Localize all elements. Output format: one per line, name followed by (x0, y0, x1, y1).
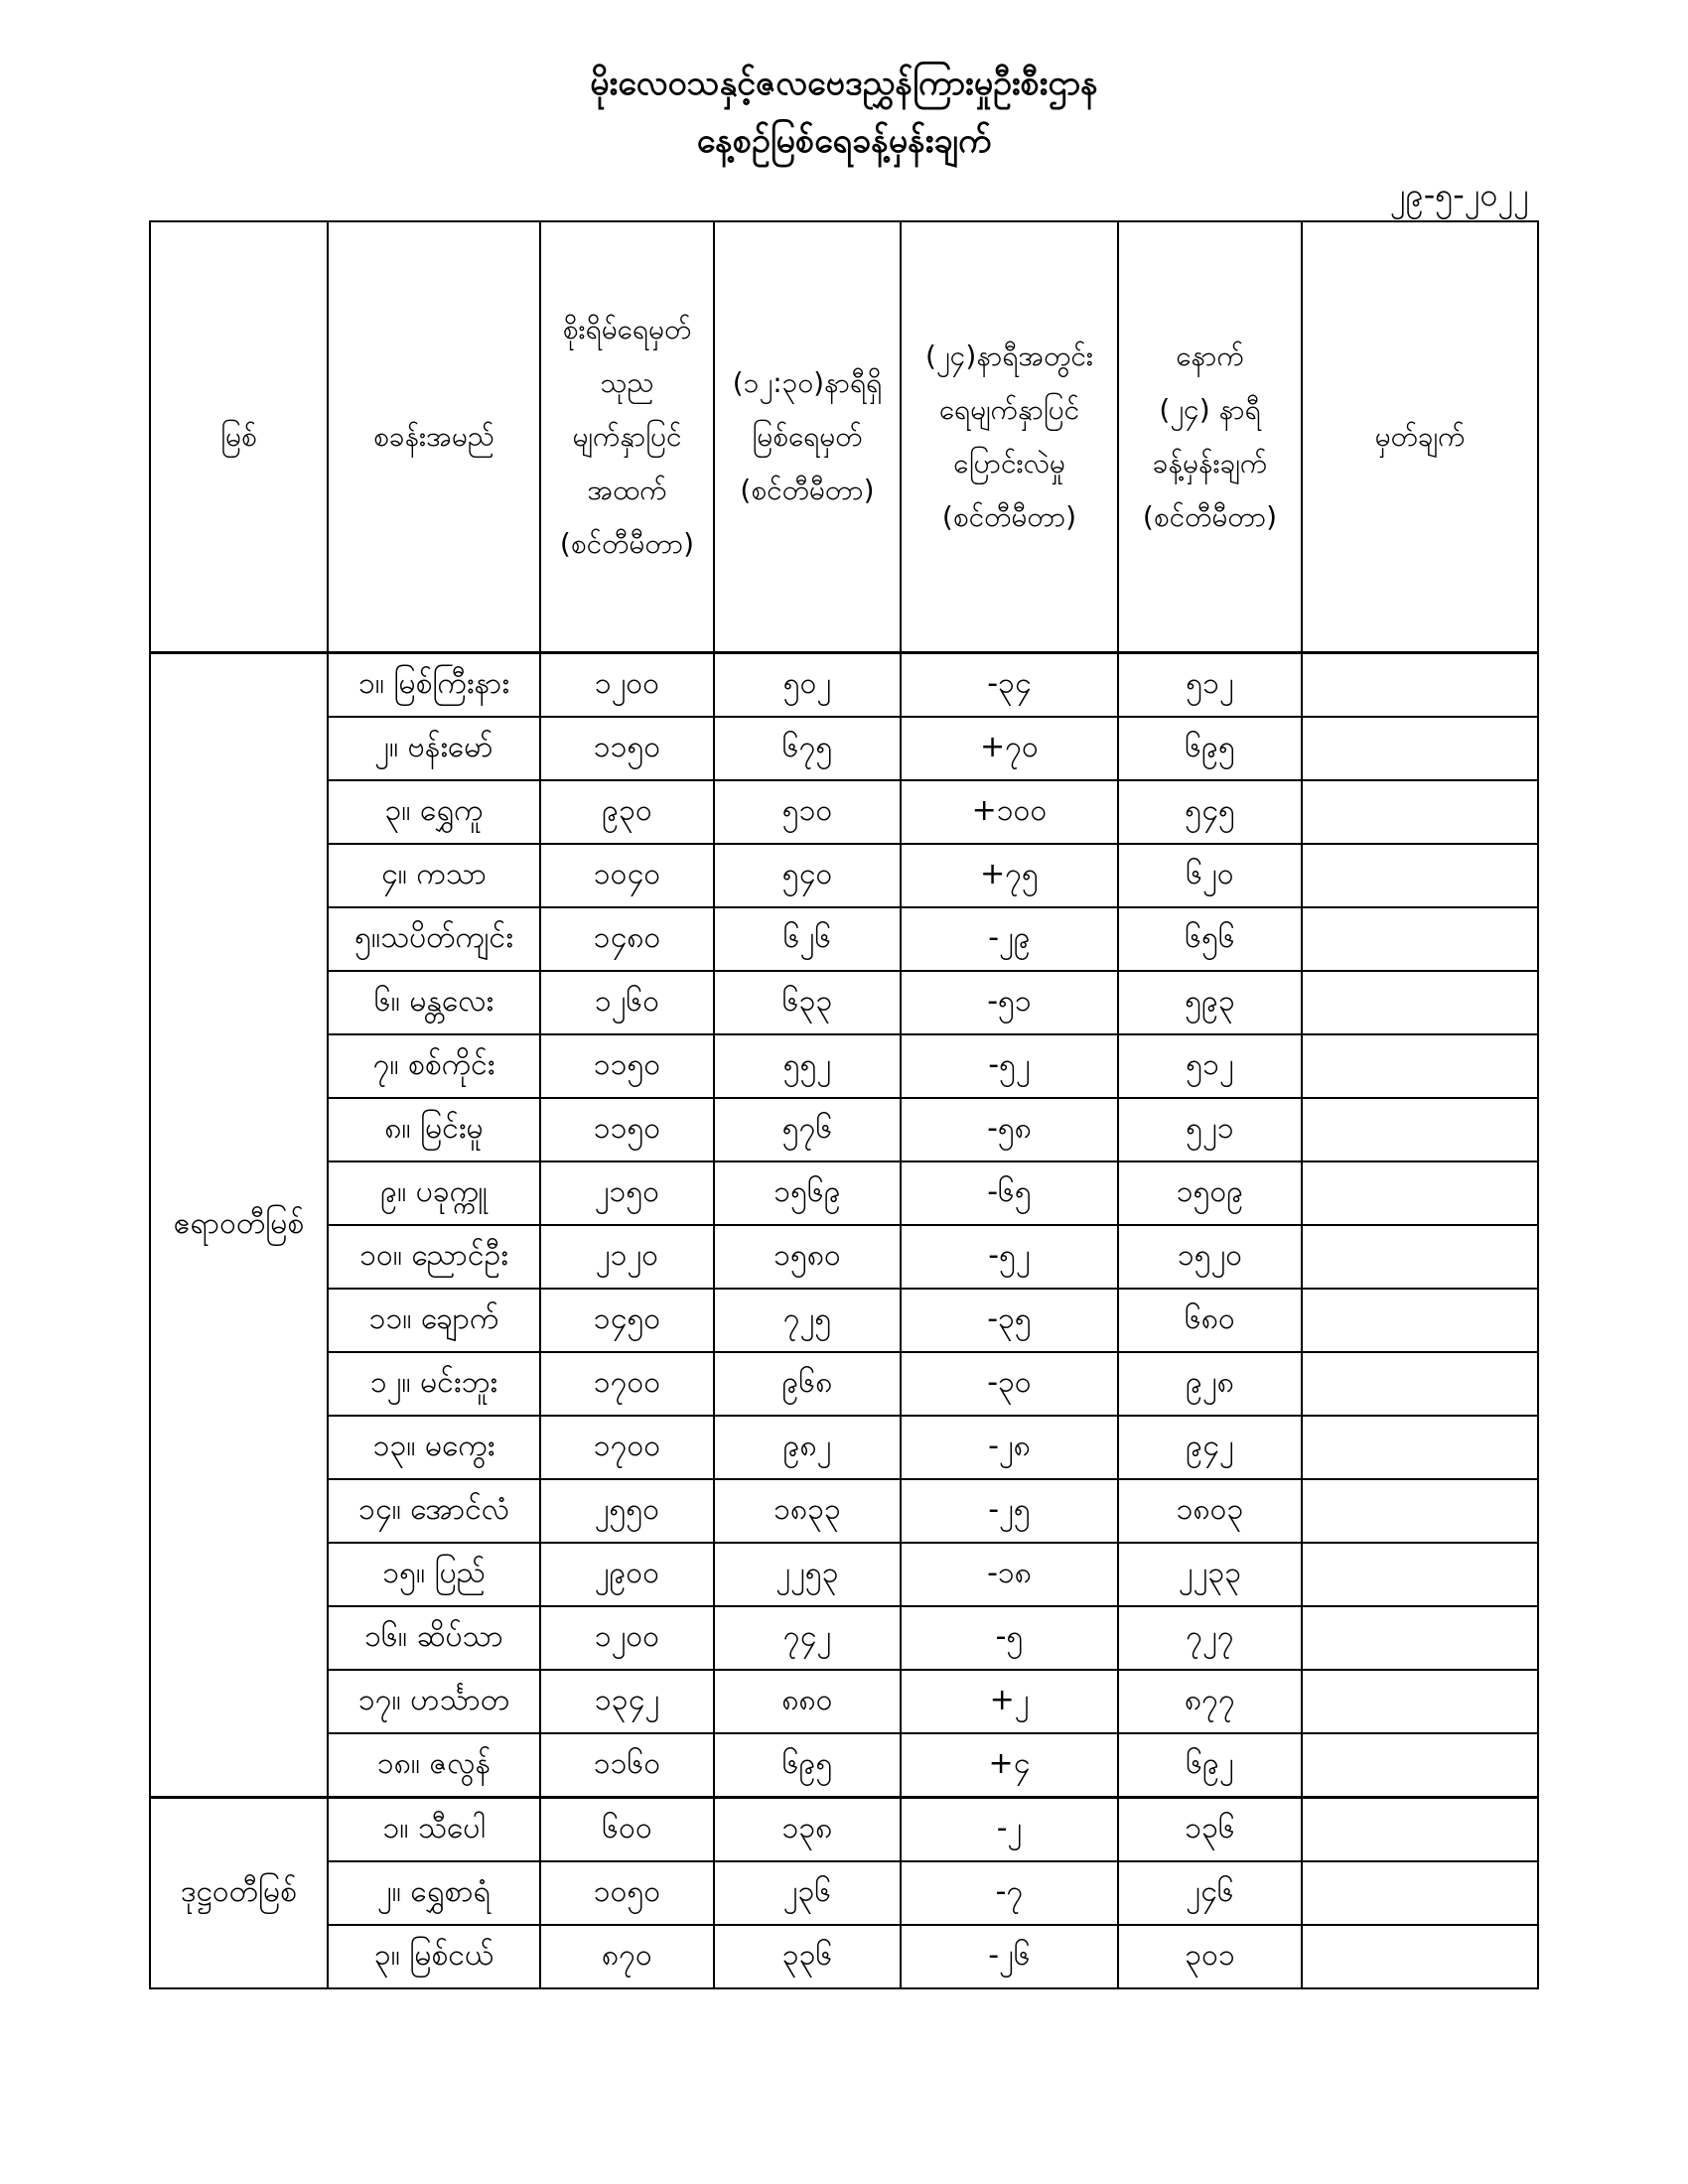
station-cell: ၁။ မြစ်ကြီးနား (328, 653, 540, 718)
current-level-cell: ၆၉၅ (714, 1733, 901, 1798)
station-cell: ၁၀။ ညောင်ဦး (328, 1225, 540, 1289)
danger-level-cell: ၁၇၀၀ (540, 1416, 714, 1479)
danger-level-cell: ၂၉၀၀ (540, 1543, 714, 1606)
current-level-cell: ၉၆၈ (714, 1352, 901, 1416)
danger-level-cell: ၉၃၀ (540, 780, 714, 844)
station-cell: ၅။သပိတ်ကျင်း (328, 907, 540, 971)
header-line: မြစ် (220, 420, 257, 453)
forecast-cell: ၁၅၀၉ (1118, 1161, 1302, 1225)
remark-cell (1302, 1606, 1538, 1670)
danger-level-cell: ၁၁၅၀ (540, 717, 714, 780)
danger-level-cell: ၆၀၀ (540, 1798, 714, 1862)
table-row (150, 780, 1538, 844)
current-level-cell: ၆၂၆ (714, 907, 901, 971)
header-line: (စင်တီမီတာ) (559, 527, 695, 560)
change-cell: -၅၁ (901, 971, 1118, 1034)
change-cell: -၂၆ (901, 1925, 1118, 1988)
danger-level-cell: ၂၅၅၀ (540, 1479, 714, 1543)
danger-level-cell: ၁၀၅၀ (540, 1861, 714, 1925)
station-cell: ၁၇။ ဟင်္သာတ (328, 1670, 540, 1733)
forecast-cell: ၁၅၂၀ (1118, 1225, 1302, 1289)
change-cell: -၃၄ (901, 653, 1118, 718)
station-cell: ၁။ သီပေါ (328, 1798, 540, 1862)
remark-cell (1302, 653, 1538, 718)
danger-level-cell: ၁၂၀၀ (540, 1606, 714, 1670)
change-cell: -၂၉ (901, 907, 1118, 971)
danger-level-cell: ၁၁၆၀ (540, 1733, 714, 1798)
change-cell: -၅ (901, 1606, 1118, 1670)
remark-cell (1302, 1798, 1538, 1862)
river-name-cell: ဧရာဝတီမြစ် (150, 653, 328, 1798)
change-cell: +၂ (901, 1670, 1118, 1733)
forecast-cell: ၆၉၂ (1118, 1733, 1302, 1798)
table-row (150, 1543, 1538, 1606)
table-row (150, 1479, 1538, 1543)
change-cell: -၅၈ (901, 1098, 1118, 1161)
danger-level-cell: ၁၂၆၀ (540, 971, 714, 1034)
change-cell: +၄ (901, 1733, 1118, 1798)
current-level-cell: ၁၅၈၀ (714, 1225, 901, 1289)
forecast-cell: ၅၄၅ (1118, 780, 1302, 844)
remark-cell (1302, 1416, 1538, 1479)
station-cell: ၁၈။ ဇလွန် (328, 1733, 540, 1798)
remark-cell (1302, 1225, 1538, 1289)
remark-cell (1302, 1670, 1538, 1733)
current-level-cell: ၅၇၆ (714, 1098, 901, 1161)
current-level-cell: ၆၃၃ (714, 971, 901, 1034)
remark-cell (1302, 971, 1538, 1034)
header-line: (၂၄)နာရီအတွင်း (924, 340, 1094, 372)
remark-cell (1302, 780, 1538, 844)
forecast-cell: ၆၈၀ (1118, 1289, 1302, 1352)
table-row (150, 907, 1538, 971)
remark-cell (1302, 1289, 1538, 1352)
current-level-cell: ၅၄၀ (714, 844, 901, 907)
col-24h-forecast-header (1118, 221, 1302, 653)
remark-cell (1302, 1861, 1538, 1925)
header-row (150, 221, 1538, 653)
header-line: (၁၂:၃၀)နာရီရှိ (732, 366, 883, 399)
change-cell: -၃၅ (901, 1289, 1118, 1352)
header-line: အထက် (587, 474, 667, 506)
danger-level-cell: ၁၀၄၀ (540, 844, 714, 907)
report-title: နေ့စဉ်မြစ်ရေခန့်မှန်းချက် (696, 121, 992, 161)
forecast-cell: ၅၉၃ (1118, 971, 1302, 1034)
remark-cell (1302, 1034, 1538, 1098)
current-level-cell: ၇၂၅ (714, 1289, 901, 1352)
current-level-cell: ၈၈၀ (714, 1670, 901, 1733)
forecast-cell: ၆၅၆ (1118, 907, 1302, 971)
table-row (150, 1034, 1538, 1098)
current-level-cell: ၇၄၂ (714, 1606, 901, 1670)
remark-cell (1302, 1161, 1538, 1225)
forecast-cell: ၇၂၇ (1118, 1606, 1302, 1670)
header-line: (စင်တီမီတာ) (941, 500, 1077, 533)
current-level-cell: ၁၃၈ (714, 1798, 901, 1862)
current-level-cell: ၅၀၂ (714, 653, 901, 718)
station-cell: ၄။ ကသာ (328, 844, 540, 907)
header-line: (စင်တီမီတာ) (740, 474, 875, 506)
station-cell: ၁၆။ ဆိပ်သာ (328, 1606, 540, 1670)
forecast-cell: ၉၂၈ (1118, 1352, 1302, 1416)
station-cell: ၉။ ပခုက္ကူ (328, 1161, 540, 1225)
table-row (150, 1225, 1538, 1289)
change-cell: -၂ (901, 1798, 1118, 1862)
header-line: မှတ်ချက် (1374, 420, 1466, 453)
table-row (150, 1798, 1538, 1862)
department-title: မိုးလေဝသနှင့်ဇလဗေဒညွှန်ကြားမှုဦးစီးဌာန (590, 64, 1098, 103)
forecast-cell: ၅၂၁ (1118, 1098, 1302, 1161)
change-cell: +၁၀၀ (901, 780, 1118, 844)
header-line: (၂၄) နာရီ (1159, 393, 1261, 426)
danger-level-cell: ၁၄၅၀ (540, 1289, 714, 1352)
header-line: စခန်းအမည် (373, 420, 494, 453)
danger-level-cell: ၁၇၀၀ (540, 1352, 714, 1416)
header-line: ရေမျက်နှာပြင် (938, 393, 1080, 426)
remark-cell (1302, 1543, 1538, 1606)
table-row (150, 1670, 1538, 1733)
forecast-cell: ၅၁၂ (1118, 653, 1302, 718)
current-level-cell: ၁၈၃၃ (714, 1479, 901, 1543)
forecast-cell: ၆၂၀ (1118, 844, 1302, 907)
table-row (150, 653, 1538, 718)
current-level-cell: ၅၅၂ (714, 1034, 901, 1098)
table-row (150, 1352, 1538, 1416)
forecast-cell: ၃၀၁ (1118, 1925, 1302, 1988)
col-danger-level-header (540, 221, 714, 653)
station-cell: ၁၃။ မကွေး (328, 1416, 540, 1479)
current-level-cell: ၆၇၅ (714, 717, 901, 780)
table-row (150, 1606, 1538, 1670)
forecast-cell: ၈၇၇ (1118, 1670, 1302, 1733)
station-cell: ၂။ ဗန်းမော် (328, 717, 540, 780)
header-line: ခန့်မှန်းချက် (1152, 447, 1268, 479)
table-row (150, 1925, 1538, 1988)
header-line: မျက်နှာပြင် (572, 420, 682, 453)
danger-level-cell: ၁၂၀၀ (540, 653, 714, 718)
change-cell: -၇ (901, 1861, 1118, 1925)
change-cell: -၅၂ (901, 1225, 1118, 1289)
forecast-cell: ၂၂၃၃ (1118, 1543, 1302, 1606)
current-level-cell: ၂၂၅၃ (714, 1543, 901, 1606)
header-line: စိုးရိမ်ရေမှတ် (562, 313, 692, 345)
remark-cell (1302, 844, 1538, 907)
col-station-header (328, 221, 540, 653)
change-cell: -၁၈ (901, 1543, 1118, 1606)
station-cell: ၁၁။ ချောက် (328, 1289, 540, 1352)
header-line: သုည (600, 366, 654, 399)
change-cell: -၅၂ (901, 1034, 1118, 1098)
table-row (150, 1161, 1538, 1225)
danger-level-cell: ၈၇၀ (540, 1925, 714, 1988)
col-river-header (150, 221, 328, 653)
remark-cell (1302, 1352, 1538, 1416)
table-row (150, 971, 1538, 1034)
forecast-cell: ၁၃၆ (1118, 1798, 1302, 1862)
station-cell: ၁၂။ မင်းဘူး (328, 1352, 540, 1416)
table-row (150, 1289, 1538, 1352)
station-cell: ၆။ မန္တလေး (328, 971, 540, 1034)
table-row (150, 717, 1538, 780)
col-24h-change-header (901, 221, 1118, 653)
table-row (150, 1416, 1538, 1479)
col-remarks-header (1302, 221, 1538, 653)
danger-level-cell: ၁၃၄၂ (540, 1670, 714, 1733)
forecast-cell: ၉၄၂ (1118, 1416, 1302, 1479)
forecast-cell: ၆၉၅ (1118, 717, 1302, 780)
header-line: နောက် (1176, 340, 1244, 372)
remark-cell (1302, 717, 1538, 780)
table-row (150, 844, 1538, 907)
river-name-cell: ဒုဋ္ဌဝတီမြစ် (150, 1798, 328, 1989)
table-row (150, 1861, 1538, 1925)
header-line: မြစ်ရေမှတ် (752, 420, 863, 453)
table-body (150, 653, 1538, 1989)
change-cell: +၇၀ (901, 717, 1118, 780)
change-cell: -၂၅ (901, 1479, 1118, 1543)
remark-cell (1302, 907, 1538, 971)
danger-level-cell: ၁၄၈၀ (540, 907, 714, 971)
current-level-cell: ၁၅၆၉ (714, 1161, 901, 1225)
report-date: ၂၉-၅-၂၀၂၂ (1390, 176, 1529, 213)
current-level-cell: ၃၃၆ (714, 1925, 901, 1988)
river-forecast-table (149, 220, 1539, 1989)
current-level-cell: ၅၁၀ (714, 780, 901, 844)
danger-level-cell: ၂၁၅၀ (540, 1161, 714, 1225)
forecast-cell: ၂၄၆ (1118, 1861, 1302, 1925)
station-cell: ၂။ ရွှေစာရံ (328, 1861, 540, 1925)
station-cell: ၈။ မြင်းမူ (328, 1098, 540, 1161)
remark-cell (1302, 1733, 1538, 1798)
current-level-cell: ၉၈၂ (714, 1416, 901, 1479)
danger-level-cell: ၁၁၅၀ (540, 1098, 714, 1161)
forecast-cell: ၁၈၀၃ (1118, 1479, 1302, 1543)
header-line: ပြောင်းလဲမှု (953, 447, 1065, 479)
station-cell: ၃။ မြစ်ငယ် (328, 1925, 540, 1988)
remark-cell (1302, 1925, 1538, 1988)
danger-level-cell: ၁၁၅၀ (540, 1034, 714, 1098)
station-cell: ၇။ စစ်ကိုင်း (328, 1034, 540, 1098)
station-cell: ၁၅။ ပြည် (328, 1543, 540, 1606)
change-cell: -၆၅ (901, 1161, 1118, 1225)
table-row (150, 1098, 1538, 1161)
col-current-level-header (714, 221, 901, 653)
change-cell: -၂၈ (901, 1416, 1118, 1479)
change-cell: +၇၅ (901, 844, 1118, 907)
danger-level-cell: ၂၁၂၀ (540, 1225, 714, 1289)
station-cell: ၁၄။ အောင်လံ (328, 1479, 540, 1543)
remark-cell (1302, 1479, 1538, 1543)
table-row (150, 1733, 1538, 1798)
header-line: (စင်တီမီတာ) (1142, 500, 1278, 533)
change-cell: -၃၀ (901, 1352, 1118, 1416)
remark-cell (1302, 1098, 1538, 1161)
current-level-cell: ၂၃၆ (714, 1861, 901, 1925)
forecast-cell: ၅၁၂ (1118, 1034, 1302, 1098)
station-cell: ၃။ ရွှေကူ (328, 780, 540, 844)
